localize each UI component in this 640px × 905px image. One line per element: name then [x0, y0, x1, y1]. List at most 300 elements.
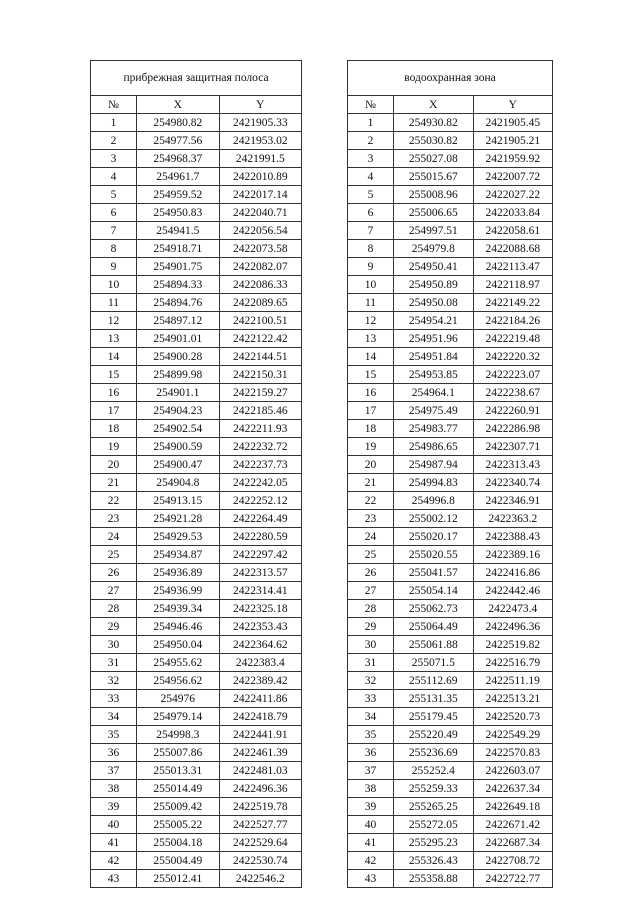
cell-y: 2422513.21: [473, 690, 553, 708]
cell-number: 14: [348, 348, 394, 366]
cell-number: 11: [348, 294, 394, 312]
table-row: [91, 708, 302, 726]
cell-y: 2422007.72: [473, 168, 553, 186]
table-row: [348, 654, 553, 672]
cell-number: 43: [91, 870, 137, 888]
cell-y: 2422223.07: [473, 366, 553, 384]
column-header-y: Y: [219, 96, 302, 114]
cell-y: 2422237.73: [219, 456, 302, 474]
cell-number: 39: [348, 798, 394, 816]
table-row: [348, 870, 553, 888]
cell-x: 255004.18: [137, 834, 220, 852]
cell-number: 14: [91, 348, 137, 366]
table-row: [348, 708, 553, 726]
table-row: [91, 780, 302, 798]
table-row: [348, 330, 553, 348]
table-row: [348, 276, 553, 294]
table-row: [348, 456, 553, 474]
table-row: [348, 366, 553, 384]
cell-x: 254929.53: [137, 528, 220, 546]
table-row: [348, 618, 553, 636]
table-row: [348, 402, 553, 420]
cell-x: 255061.88: [394, 636, 474, 654]
cell-number: 35: [91, 726, 137, 744]
table-row: [91, 294, 302, 312]
table-row: [348, 582, 553, 600]
cell-number: 2: [91, 132, 137, 150]
cell-number: 38: [91, 780, 137, 798]
table-row: [348, 492, 553, 510]
table-row: [91, 492, 302, 510]
cell-x: 255265.25: [394, 798, 474, 816]
cell-number: 43: [348, 870, 394, 888]
table-row: [91, 762, 302, 780]
table-row: [91, 402, 302, 420]
table-row: [91, 384, 302, 402]
cell-x: 254913.15: [137, 492, 220, 510]
cell-y: 2422411.86: [219, 690, 302, 708]
table-row: [91, 834, 302, 852]
table-row: [348, 168, 553, 186]
cell-y: 2422637.34: [473, 780, 553, 798]
table-row: [91, 726, 302, 744]
cell-number: 35: [348, 726, 394, 744]
cell-number: 41: [348, 834, 394, 852]
cell-y: 2422389.42: [219, 672, 302, 690]
cell-x: 254979.8: [394, 240, 474, 258]
cell-x: 254950.83: [137, 204, 220, 222]
cell-number: 15: [348, 366, 394, 384]
cell-y: 2422252.12: [219, 492, 302, 510]
cell-x: 254951.84: [394, 348, 474, 366]
cell-x: 254955.62: [137, 654, 220, 672]
cell-number: 4: [91, 168, 137, 186]
table-row: [91, 600, 302, 618]
table-row: [348, 726, 553, 744]
table-row: [91, 582, 302, 600]
cell-x: 254900.47: [137, 456, 220, 474]
table-row: [348, 420, 553, 438]
cell-number: 20: [91, 456, 137, 474]
cell-y: 2422033.84: [473, 204, 553, 222]
table-row: [91, 438, 302, 456]
cell-x: 254968.37: [137, 150, 220, 168]
cell-x: 254941.5: [137, 222, 220, 240]
cell-number: 21: [348, 474, 394, 492]
cell-y: 2422238.67: [473, 384, 553, 402]
table-row: [91, 420, 302, 438]
cell-x: 255220.49: [394, 726, 474, 744]
cell-number: 29: [91, 618, 137, 636]
table-row: [348, 564, 553, 582]
cell-x: 255358.88: [394, 870, 474, 888]
cell-x: 254899.98: [137, 366, 220, 384]
table-row: [91, 816, 302, 834]
cell-x: 255179.45: [394, 708, 474, 726]
cell-y: 2422058.61: [473, 222, 553, 240]
cell-number: 28: [91, 600, 137, 618]
cell-x: 255008.96: [394, 186, 474, 204]
cell-x: 254997.51: [394, 222, 474, 240]
cell-y: 2422416.86: [473, 564, 553, 582]
cell-number: 39: [91, 798, 137, 816]
cell-number: 28: [348, 600, 394, 618]
table-row: [91, 312, 302, 330]
cell-x: 254956.62: [137, 672, 220, 690]
table-row: [91, 852, 302, 870]
cell-x: 255005.22: [137, 816, 220, 834]
table-row: [348, 150, 553, 168]
cell-x: 254954.21: [394, 312, 474, 330]
cell-x: 255007.86: [137, 744, 220, 762]
table-row: [91, 222, 302, 240]
cell-y: 2422144.51: [219, 348, 302, 366]
cell-x: 255295.23: [394, 834, 474, 852]
cell-y: 2422149.22: [473, 294, 553, 312]
cell-y: 2421953.02: [219, 132, 302, 150]
cell-number: 40: [91, 816, 137, 834]
cell-y: 2422708.72: [473, 852, 553, 870]
cell-y: 2422346.91: [473, 492, 553, 510]
cell-x: 254959.52: [137, 186, 220, 204]
cell-x: 254901.1: [137, 384, 220, 402]
cell-y: 2422082.07: [219, 258, 302, 276]
cell-x: 255326.43: [394, 852, 474, 870]
table-row: [91, 186, 302, 204]
table-row: [348, 240, 553, 258]
cell-x: 255014.49: [137, 780, 220, 798]
table-row: [91, 672, 302, 690]
table-title: прибрежная защитная полоса: [91, 61, 302, 96]
cell-y: 2422219.48: [473, 330, 553, 348]
cell-x: 254936.89: [137, 564, 220, 582]
cell-y: 2422383.4: [219, 654, 302, 672]
table-row: [348, 528, 553, 546]
cell-x: 254980.82: [137, 114, 220, 132]
cell-y: 2421991.5: [219, 150, 302, 168]
cell-y: 2422496.36: [473, 618, 553, 636]
cell-y: 2422260.91: [473, 402, 553, 420]
cell-y: 2422389.16: [473, 546, 553, 564]
cell-number: 36: [91, 744, 137, 762]
cell-y: 2422388.43: [473, 528, 553, 546]
table-row: [91, 870, 302, 888]
cell-number: 41: [91, 834, 137, 852]
cell-y: 2421905.21: [473, 132, 553, 150]
cell-x: 255027.08: [394, 150, 474, 168]
table-row: [91, 348, 302, 366]
table-row: [91, 744, 302, 762]
cell-y: 2422088.68: [473, 240, 553, 258]
cell-number: 36: [348, 744, 394, 762]
cell-y: 2422211.93: [219, 420, 302, 438]
cell-y: 2422185.46: [219, 402, 302, 420]
table-row: [348, 798, 553, 816]
cell-x: 255054.14: [394, 582, 474, 600]
cell-x: 254936.99: [137, 582, 220, 600]
table-row: [348, 204, 553, 222]
cell-number: 25: [348, 546, 394, 564]
table-title: водоохранная зона: [348, 61, 553, 96]
table-row: [91, 474, 302, 492]
cell-x: 255071.5: [394, 654, 474, 672]
cell-x: 254946.46: [137, 618, 220, 636]
cell-number: 31: [348, 654, 394, 672]
cell-y: 2422040.71: [219, 204, 302, 222]
cell-y: 2422364.62: [219, 636, 302, 654]
cell-y: 2421905.45: [473, 114, 553, 132]
cell-x: 255020.55: [394, 546, 474, 564]
cell-x: 254961.7: [137, 168, 220, 186]
cell-y: 2422340.74: [473, 474, 553, 492]
cell-number: 13: [91, 330, 137, 348]
cell-y: 2422313.43: [473, 456, 553, 474]
cell-number: 13: [348, 330, 394, 348]
table-row: [91, 330, 302, 348]
cell-x: 255004.49: [137, 852, 220, 870]
table-row: [348, 222, 553, 240]
cell-x: 254939.34: [137, 600, 220, 618]
cell-x: 254987.94: [394, 456, 474, 474]
cell-x: 255259.33: [394, 780, 474, 798]
cell-number: 16: [91, 384, 137, 402]
cell-number: 6: [348, 204, 394, 222]
table-row: [348, 672, 553, 690]
cell-x: 254977.56: [137, 132, 220, 150]
cell-number: 4: [348, 168, 394, 186]
cell-x: 255013.31: [137, 762, 220, 780]
cell-number: 12: [91, 312, 137, 330]
cell-x: 254975.49: [394, 402, 474, 420]
table-row: [348, 762, 553, 780]
cell-y: 2422363.2: [473, 510, 553, 528]
cell-y: 2422481.03: [219, 762, 302, 780]
cell-y: 2422313.57: [219, 564, 302, 582]
cell-number: 40: [348, 816, 394, 834]
cell-number: 37: [91, 762, 137, 780]
cell-y: 2422549.29: [473, 726, 553, 744]
cell-y: 2422159.27: [219, 384, 302, 402]
cell-number: 3: [91, 150, 137, 168]
cell-x: 254994.83: [394, 474, 474, 492]
cell-x: 254998.3: [137, 726, 220, 744]
cell-y: 2422113.47: [473, 258, 553, 276]
cell-number: 7: [91, 222, 137, 240]
cell-y: 2422353.43: [219, 618, 302, 636]
table-row: [91, 168, 302, 186]
cell-x: 254901.01: [137, 330, 220, 348]
cell-x: 255062.73: [394, 600, 474, 618]
cell-x: 254976: [137, 690, 220, 708]
cell-y: 2422519.78: [219, 798, 302, 816]
cell-number: 32: [91, 672, 137, 690]
cell-y: 2422056.54: [219, 222, 302, 240]
table-row: [348, 294, 553, 312]
cell-y: 2422671.42: [473, 816, 553, 834]
cell-number: 34: [91, 708, 137, 726]
table-row: [348, 384, 553, 402]
cell-y: 2422297.42: [219, 546, 302, 564]
table-row: [91, 456, 302, 474]
cell-number: 1: [91, 114, 137, 132]
cell-y: 2422722.77: [473, 870, 553, 888]
cell-number: 25: [91, 546, 137, 564]
table-row: [348, 474, 553, 492]
cell-y: 2422232.72: [219, 438, 302, 456]
cell-y: 2421959.92: [473, 150, 553, 168]
cell-number: 33: [91, 690, 137, 708]
cell-y: 2422325.18: [219, 600, 302, 618]
table-row: [348, 834, 553, 852]
table-row: [348, 438, 553, 456]
cell-number: 8: [348, 240, 394, 258]
cell-number: 12: [348, 312, 394, 330]
table-row: [91, 204, 302, 222]
cell-y: 2422027.22: [473, 186, 553, 204]
cell-x: 255112.69: [394, 672, 474, 690]
column-header-x: X: [394, 96, 474, 114]
cell-y: 2422527.77: [219, 816, 302, 834]
cell-y: 2422264.49: [219, 510, 302, 528]
cell-y: 2422519.82: [473, 636, 553, 654]
table-row: [348, 258, 553, 276]
cell-number: 20: [348, 456, 394, 474]
table-row: [91, 114, 302, 132]
cell-x: 254950.08: [394, 294, 474, 312]
table-row: [348, 780, 553, 798]
cell-number: 30: [348, 636, 394, 654]
table-row: [348, 600, 553, 618]
cell-x: 255012.41: [137, 870, 220, 888]
cell-x: 254996.8: [394, 492, 474, 510]
cell-number: 27: [91, 582, 137, 600]
cell-number: 17: [91, 402, 137, 420]
table-row: [91, 132, 302, 150]
cell-y: 2422441.91: [219, 726, 302, 744]
table-row: [348, 510, 553, 528]
cell-x: 254901.75: [137, 258, 220, 276]
cell-number: 15: [91, 366, 137, 384]
cell-x: 254904.23: [137, 402, 220, 420]
table-row: [348, 816, 553, 834]
cell-x: 254950.89: [394, 276, 474, 294]
cell-x: 254894.76: [137, 294, 220, 312]
cell-number: 5: [91, 186, 137, 204]
cell-number: 10: [91, 276, 137, 294]
cell-y: 2422649.18: [473, 798, 553, 816]
cell-y: 2422442.46: [473, 582, 553, 600]
table-row: [91, 276, 302, 294]
cell-number: 29: [348, 618, 394, 636]
cell-number: 37: [348, 762, 394, 780]
cell-y: 2422473.4: [473, 600, 553, 618]
cell-x: 255272.05: [394, 816, 474, 834]
cell-number: 34: [348, 708, 394, 726]
table-row: [348, 744, 553, 762]
table-row: [348, 186, 553, 204]
cell-number: 9: [91, 258, 137, 276]
cell-number: 38: [348, 780, 394, 798]
table-row: [348, 132, 553, 150]
cell-x: 255015.67: [394, 168, 474, 186]
cell-number: 17: [348, 402, 394, 420]
cell-number: 26: [348, 564, 394, 582]
cell-x: 254934.87: [137, 546, 220, 564]
cell-x: 254894.33: [137, 276, 220, 294]
cell-number: 24: [91, 528, 137, 546]
cell-number: 19: [91, 438, 137, 456]
cell-y: 2422529.64: [219, 834, 302, 852]
cell-y: 2422089.65: [219, 294, 302, 312]
cell-number: 42: [91, 852, 137, 870]
cell-y: 2421905.33: [219, 114, 302, 132]
cell-number: 18: [91, 420, 137, 438]
cell-x: 254921.28: [137, 510, 220, 528]
cell-x: 254964.1: [394, 384, 474, 402]
cell-x: 254986.65: [394, 438, 474, 456]
cell-number: 11: [91, 294, 137, 312]
column-header-x: X: [137, 96, 220, 114]
cell-x: 255006.65: [394, 204, 474, 222]
table-row: [348, 852, 553, 870]
table-row: [91, 258, 302, 276]
table-row: [91, 366, 302, 384]
cell-number: 7: [348, 222, 394, 240]
cell-x: 254983.77: [394, 420, 474, 438]
cell-y: 2422220.32: [473, 348, 553, 366]
table-row: [91, 564, 302, 582]
cell-x: 255002.12: [394, 510, 474, 528]
cell-x: 255020.17: [394, 528, 474, 546]
table-row: [91, 150, 302, 168]
cell-number: 22: [348, 492, 394, 510]
cell-y: 2422314.41: [219, 582, 302, 600]
cell-number: 27: [348, 582, 394, 600]
table-row: [91, 798, 302, 816]
cell-number: 42: [348, 852, 394, 870]
cell-y: 2422122.42: [219, 330, 302, 348]
cell-y: 2422520.73: [473, 708, 553, 726]
coastal-protection-strip-table: [90, 60, 302, 888]
cell-y: 2422100.51: [219, 312, 302, 330]
cell-number: 8: [91, 240, 137, 258]
table-row: [348, 312, 553, 330]
cell-x: 255064.49: [394, 618, 474, 636]
cell-number: 32: [348, 672, 394, 690]
table-row: [91, 528, 302, 546]
cell-y: 2422570.83: [473, 744, 553, 762]
table-row: [91, 510, 302, 528]
cell-number: 24: [348, 528, 394, 546]
cell-number: 30: [91, 636, 137, 654]
cell-x: 254979.14: [137, 708, 220, 726]
cell-y: 2422530.74: [219, 852, 302, 870]
cell-y: 2422461.39: [219, 744, 302, 762]
table-row: [91, 636, 302, 654]
cell-number: 33: [348, 690, 394, 708]
cell-x: 254953.85: [394, 366, 474, 384]
cell-x: 255041.57: [394, 564, 474, 582]
cell-number: 18: [348, 420, 394, 438]
cell-y: 2422286.98: [473, 420, 553, 438]
cell-x: 255009.42: [137, 798, 220, 816]
cell-number: 21: [91, 474, 137, 492]
cell-number: 19: [348, 438, 394, 456]
cell-y: 2422307.71: [473, 438, 553, 456]
cell-number: 5: [348, 186, 394, 204]
cell-x: 254918.71: [137, 240, 220, 258]
column-header-y: Y: [473, 96, 553, 114]
